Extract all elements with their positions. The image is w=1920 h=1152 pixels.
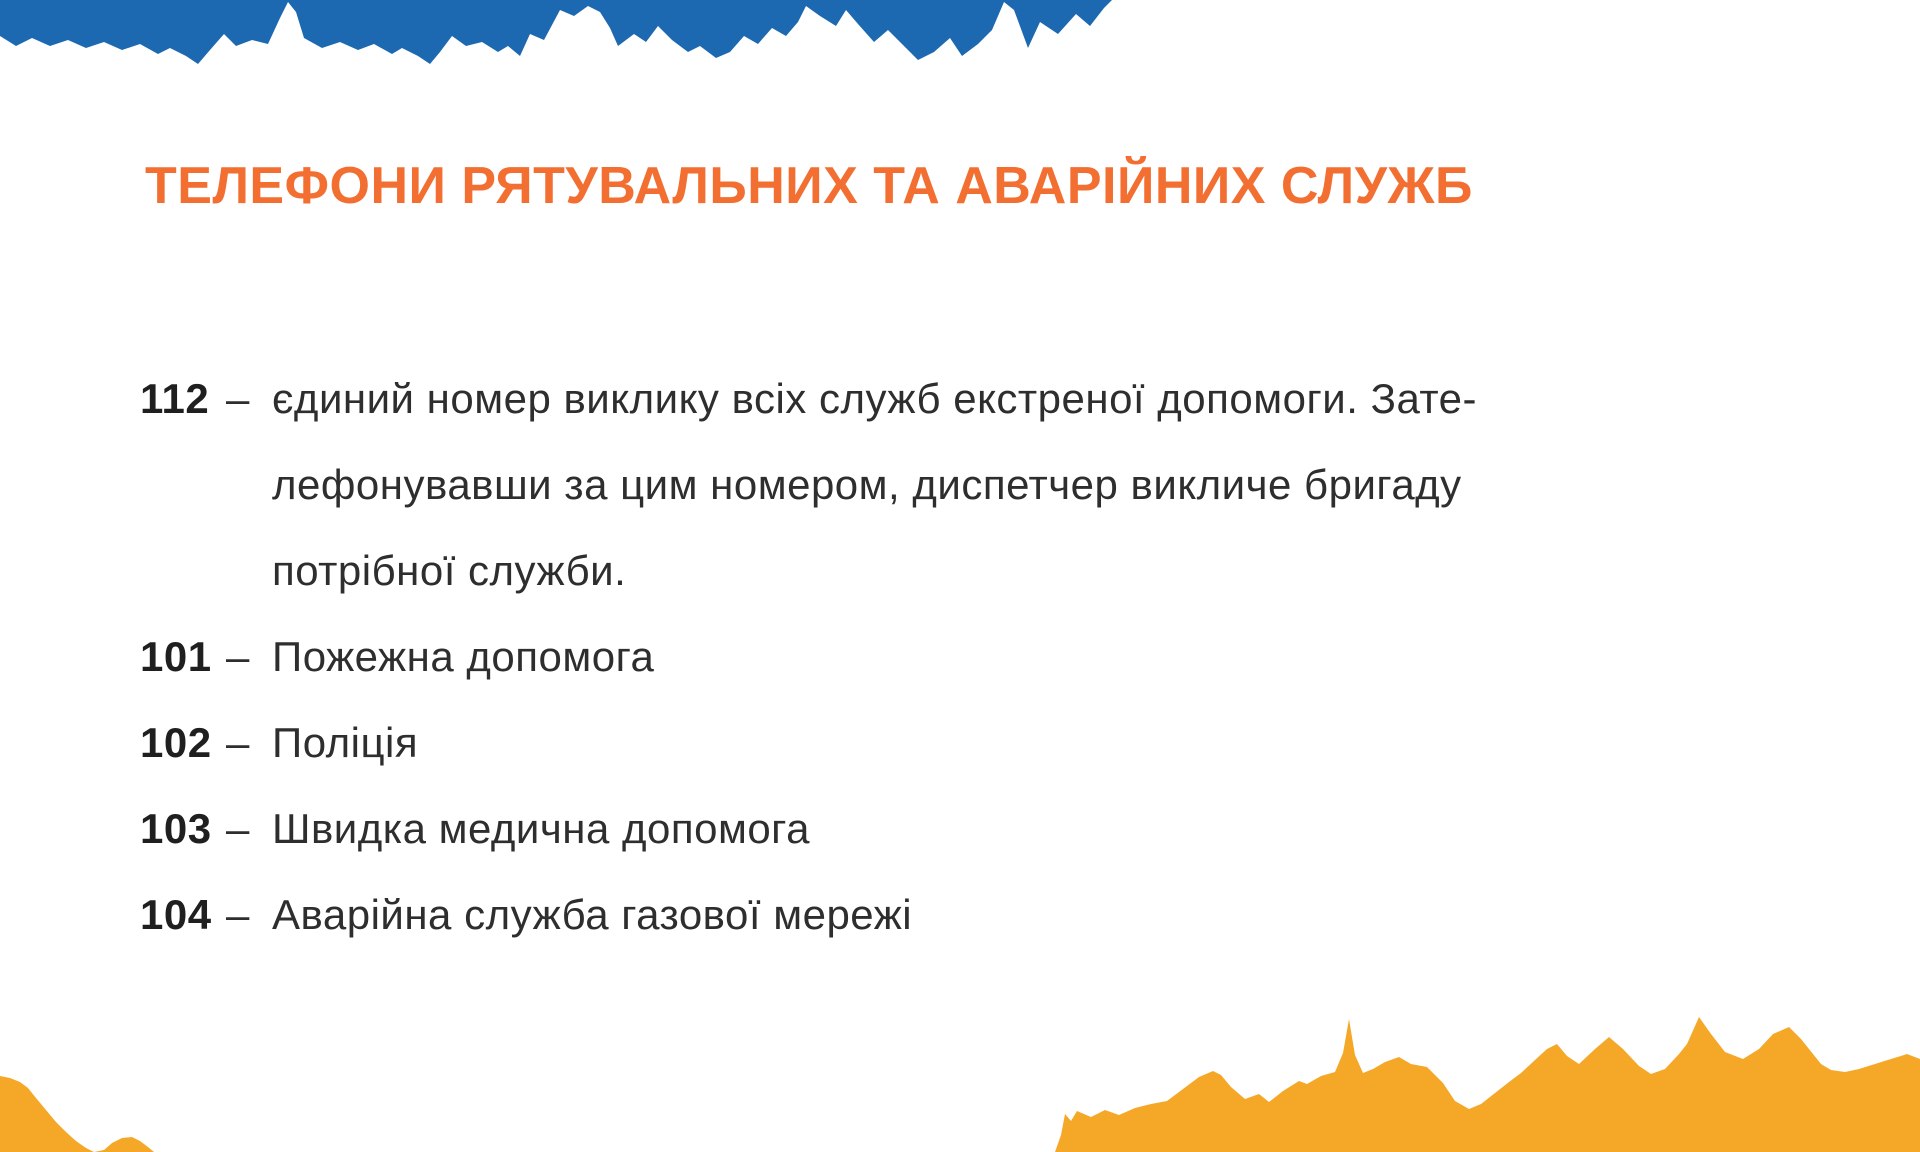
torn-edge-top-shape bbox=[0, 0, 1112, 64]
entry-text-line: Поліція bbox=[272, 719, 419, 766]
emergency-numbers-list bbox=[140, 356, 1800, 958]
entry-text-line: єдиний номер виклику всіх служб екстреної допомоги. Зате- bbox=[272, 375, 1477, 422]
entry-text-line: Швидка медична допомога bbox=[272, 805, 810, 852]
entry-dash: – bbox=[226, 375, 250, 422]
entry-text bbox=[272, 872, 1800, 958]
torn-edge-bottom-right-shape bbox=[1055, 1017, 1920, 1152]
entry-text-line: Пожежна допомога bbox=[272, 633, 655, 680]
entry-text bbox=[272, 700, 1800, 786]
entry-dash: – bbox=[226, 805, 250, 852]
emergency-entry-112 bbox=[140, 356, 1800, 614]
emergency-entry-102 bbox=[140, 700, 1800, 786]
entry-text bbox=[272, 786, 1800, 872]
entry-number: 104 bbox=[140, 891, 212, 938]
page-title: ТЕЛЕФОНИ РЯТУВАЛЬНИХ ТА АВАРІЙНИХ СЛУЖБ bbox=[145, 157, 1473, 215]
emergency-entry-101 bbox=[140, 614, 1800, 700]
entry-text bbox=[272, 356, 1800, 614]
entry-dash: – bbox=[226, 633, 250, 680]
entry-number: 112 bbox=[140, 375, 210, 422]
torn-edge-bottom-right-icon bbox=[1055, 1015, 1920, 1152]
entry-number: 101 bbox=[140, 633, 212, 680]
entry-text-line: Аварійна служба газової мережі bbox=[272, 891, 913, 938]
entry-text bbox=[272, 614, 1800, 700]
emergency-entry-103 bbox=[140, 786, 1800, 872]
torn-edge-bottom-left-icon bbox=[0, 1072, 160, 1152]
entry-dash: – bbox=[226, 891, 250, 938]
entry-number: 102 bbox=[140, 719, 212, 766]
entry-number: 103 bbox=[140, 805, 212, 852]
emergency-entry-104 bbox=[140, 872, 1800, 958]
entry-dash: – bbox=[226, 719, 250, 766]
entry-text-line: потрібної служби. bbox=[272, 547, 627, 594]
torn-edge-bottom-left-shape bbox=[0, 1076, 154, 1152]
entry-text-line: лефонувавши за цим номером, диспетчер викличе бригаду bbox=[272, 461, 1462, 508]
torn-edge-top-icon bbox=[0, 0, 1112, 78]
